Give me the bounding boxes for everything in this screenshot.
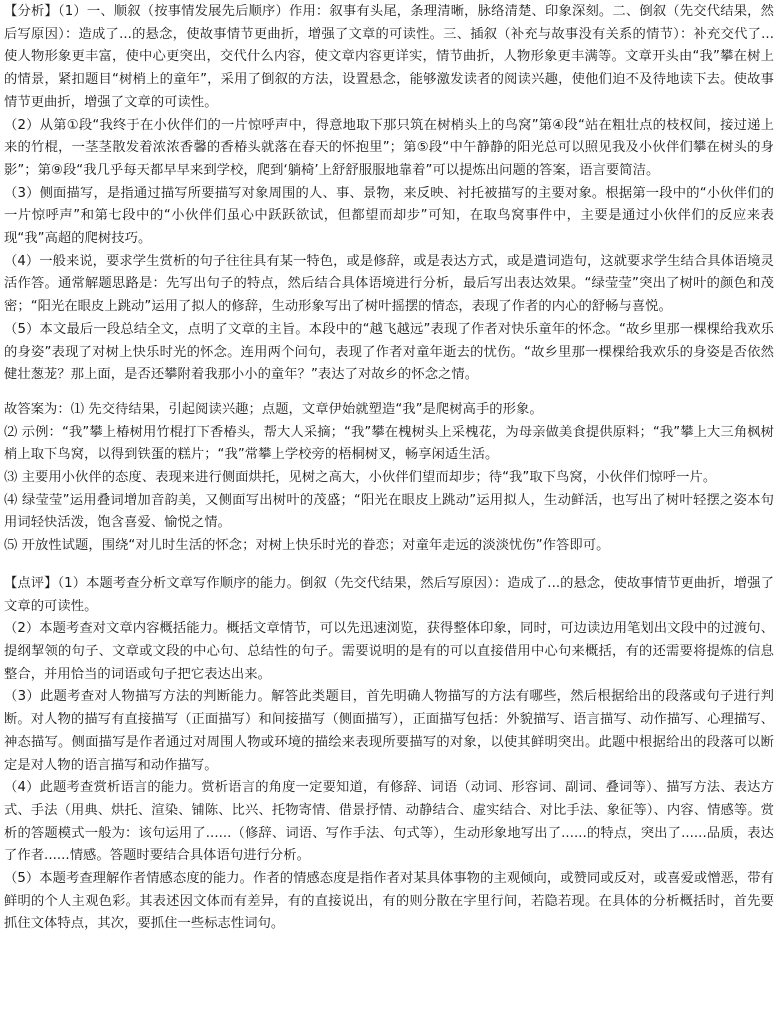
section-spacer	[4, 387, 774, 399]
answer-item-3: ⑶ 主要用小伙伴的态度、表现来进行侧面烘托，见树之高大，小伙伴们望而却步；待“我”取下鸟窝，小伙伴们惊呼一片。	[4, 470, 717, 486]
analysis-paragraph-5: （5）本文最后一段总结全文，点明了文章的主旨。本段中的“越飞越远”表现了作者对快乐童年的怀念。“故乡里那一棵棵给我欢乐的身姿”表现了对树上快乐时光的怀念。连用两个问句，表现了作者对童年逝去的忧伤。“故乡里那一棵棵给我欢乐的身姿是否依然健壮葱茏？那上面，是否还攀附着我那小小的童年？”表达了对故乡的怀念之情。	[4, 321, 774, 383]
analysis-paragraph-4: （4）一般来说，要求学生赏析的句子往往具有某一特色，或是修辞，或是表达方式，或是遣词造句，这就要求学生结合具体语境灵活作答。通常解题思路是：先写出句子的特点，然后结合具体语境进行分析，最后写出表达效果。“绿莹莹”突出了树叶的颜色和茂密；“阳光在眼皮上跳动”运用了拟人的修辞，生动形象写出了树叶摇摆的情态，表现了作者的内心的舒畅与喜悦。	[4, 253, 774, 315]
analysis-section	[4, 1, 774, 387]
answer-intro: 故答案为：⑴ 先交待结果，引起阅读兴趣；点题，文章伊始就塑造“我”是爬树高手的形象。	[4, 401, 543, 417]
answer-item-5: ⑸ 开放性试题，围绕“对儿时生活的怀念；对树上快乐时光的眷恋；对童年走远的淡淡忧伤”作答即可。	[4, 538, 610, 554]
analysis-paragraph-3: （3）侧面描写，是指通过描写所要描写对象周围的人、事、景物，来反映、衬托被描写的主要对象。根据第一段中的“小伙伴们的一片惊呼声”和第七段中的“小伙伴们虽心中跃跃欲试，但都望而却步”可知，在取鸟窝事件中，主要是通过小伙伴们的反应来表现“我”高超的爬树技巧。	[4, 185, 774, 247]
comment-paragraph-2: （2）本题考查对文章内容概括能力。概括文章情节，可以先迅速浏览，获得整体印象，同时，可边读边用笔划出文段中的过渡句、提纲挈领的句子、文章或文段的中心句、总结性的句子。需要说明的是有的可以直接借用中心句来概括，有的还需要将提炼的信息整合，并用恰当的词语或句子把它表达出来。	[4, 621, 774, 682]
answer-item-4: ⑷ 绿莹莹”运用叠词增加音韵美，又侧面写出树叶的茂盛；“阳光在眼皮上跳动”运用拟人，生动鲜活，也写出了树叶轻摆之姿本句用词轻快活泼，饱含喜爱、愉悦之情。	[4, 492, 774, 531]
comment-paragraph-5: （5）本题考查理解作者情感态度的能力。作者的情感态度是指作者对某具体事物的主观倾向，或赞同或反对，或喜爱或憎恶，带有鲜明的个人主观色彩。其表述因文体而有差异，有的直接说出，有的则分散在字里行间，若隐若现。在具体的分析概括时，首先要抓住文体特点，其次，要抓住一些标志性词句。	[4, 871, 774, 932]
comment-paragraph-4: （4）此题考查赏析语言的能力。赏析语言的角度一定要知道，有修辞、词语（动词、形容词、副词、叠词等）、描写方法、表达方式、手法（用典、烘托、渲染、铺陈、比兴、托物寄情、借景抒情、动静结合、虚实结合、对比手法、象征等）、内容、情感等。赏析的答题模式一般为：该句运用了......（修辞、词语、写作手法、句式等），生动形象地写出了......的特点，突出了......品质，表达了作者......情感。答题时要结合具体语句进行分析。	[4, 780, 774, 864]
comment-paragraph-3: （3）此题考查对人物描写方法的判断能力。解答此类题目，首先明确人物描写的方法有哪些，然后根据给出的段落或句子进行判断。对人物的描写有直接描写（正面描写）和间接描写（侧面描写），正面描写包括：外貌描写、语言描写、动作描写、心理描写、神态描写。侧面描写是作者通过对周围人物或环境的描绘来表现所要描写的对象，以使其鲜明突出。此题中根据给出的段落可以断定是对人物的语言描写和动作描写。	[4, 689, 774, 773]
comment-paragraph-1: 【点评】（1）本题考查分析文章写作顺序的能力。倒叙（先交代结果，然后写原因）：造成了...的悬念，使故事情节更曲折，增强了文章的可读性。	[4, 575, 774, 614]
answer-section	[4, 399, 774, 558]
comment-section	[4, 573, 774, 936]
section-spacer	[4, 558, 774, 573]
analysis-paragraph-1: 【分析】（1）一、顺叙（按事情发展先后顺序）作用：叙事有头尾，条理清晰，脉络清楚、印象深刻。二、倒叙（先交代结果，然后写原因）：造成了...的悬念，使故事情节更曲折，增强了文章的可读性。三、插叙（补充与故事没有关系的情节）：补充交代了...使人物形象更丰富，使中心更突出，交代什么内容，使文章内容更详实，情节曲折，人物形象更丰满等。文章开头由“我”攀在树上的情景，紧扣题目“树梢上的童年”，采用了倒叙的方法，设置悬念，能够激发读者的阅读兴趣，使他们迫不及待地读下去。使故事情节更曲折，增强了文章的可读性。	[4, 4, 774, 110]
analysis-paragraph-2: （2）从第①段“我终于在小伙伴们的一片惊呼声中，得意地取下那只筑在树梢头上的鸟窝”第④段“站在粗壮点的枝权间，接过递上来的竹棍，一茎茎散发着浓浓香馨的香椿头就落在春天的怀抱里”；第⑤段“中午静静的阳光总可以照见我及小伙伴们攀在树头的身影”；第⑨段“我几乎每天都早早来到学校，爬到‘躺椅’上舒舒服服地靠着”可以提炼出问题的答案，语言要简洁。	[4, 117, 774, 178]
answer-item-2: ⑵ 示例：“我”攀上椿树用竹棍打下香椿头，帮大人采摘；“我”攀在槐树头上采槐花，为母亲做美食提供原料；“我”攀上大三角枫树梢上取下鸟窝，以得到铁蛋的糕片；“我”常攀上学校旁的梧桐树叉，畅享闲适生活。	[4, 424, 774, 463]
